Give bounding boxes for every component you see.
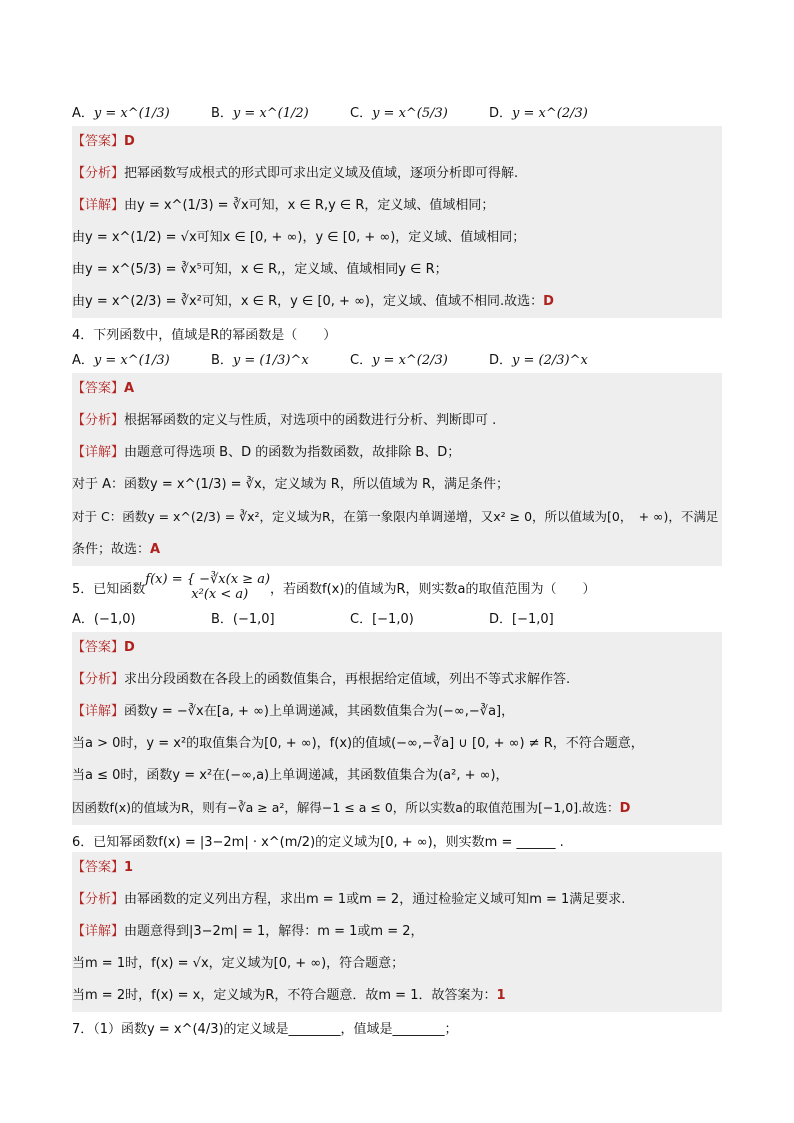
q6-detail-3: 当m = 2时，f(x) = x，定义域为R，不符合题意．故m = 1．故答案为：1 [72,988,506,1003]
q5-detail-4: 因函数f(x)的值域为R，则有−∛a ≥ a²，解得−1 ≤ a ≤ 0，所以实数a的取值范围为[−1,0].故选：D [72,800,631,816]
q4-analysis: 【分析】根据幂函数的定义与性质，对选项中的函数进行分析、判断即可 . [72,413,497,428]
q4-detail-3: 对于 C：函数y = x^(2/3) = ∛x²，定义域为R，在第一象限内单调递增，又x² ≥ 0，所以值域为[0， + ∞)，不满足 [72,509,719,524]
q5-option-a: A．(−1,0) [72,611,136,627]
q6-answer: 【答案】1 [72,860,134,875]
q3-detail-3: 由y = x^(5/3) = ∛x⁵可知，x ∈ R,，定义域、值域相同y ∈ R； [72,262,448,277]
q4-option-d: D．y = (2/3)^x [489,352,588,368]
q3-option-d: D．y = x^(2/3) [489,105,588,121]
q4-detail-4: 条件；故选：A [72,542,161,557]
q5-option-b: B．(−1,0] [211,611,275,627]
q3-analysis: 【分析】把幂函数写成根式的形式即可求出定义域及值域，逐项分析即可得解. [72,166,519,181]
q4-detail-1: 【详解】由题意可得选项 B、D 的函数为指数函数，故排除 B、D； [72,445,461,460]
q4-options [72,347,722,369]
q3-options [72,100,722,122]
q4-stem: 4．下列函数中，值域是R的幂函数是（ ） [72,328,337,343]
q5-stem [72,572,722,602]
q6-detail-2: 当m = 1时，f(x) = √x，定义域为[0, + ∞)，符合题意； [72,956,405,971]
q3-answer: 【答案】D [72,134,135,149]
q3-detail-2: 由y = x^(1/2) = √x可知x ∈ [0, + ∞)，y ∈ [0, + ∞)，定义域、值域相同； [72,230,526,245]
q3-detail-4: 由y = x^(2/3) = ∛x²可知，x ∈ R，y ∈ [0, + ∞)，定义域、值域不相同.故选：D [72,294,554,309]
q6-detail-1: 【详解】由题意得到|3−2m| = 1，解得：m = 1或m = 2， [72,924,424,939]
q3-option-c: C．y = x^(5/3) [350,105,448,121]
q3-option-b: B．y = x^(1/2) [211,105,309,121]
document-page [72,96,722,1039]
q5-stem-post: ，若函数f(x)的值域为R，则实数a的取值范围为（ ） [270,581,596,597]
q3-option-a: A．y = x^(1/3) [72,105,170,121]
q5-piece-top: f(x) = { −∛x(x ≥ a) [145,572,271,587]
q4-option-a: A．y = x^(1/3) [72,352,170,368]
q7-stem: 7．（1）函数y = x^(4/3)的定义域是________，值域是________； [72,1022,458,1037]
q6-analysis: 【分析】由幂函数的定义列出方程，求出m = 1或m = 2，通过检验定义域可知m = 1满足要求. [72,892,626,907]
q4-option-c: C．y = x^(2/3) [350,352,448,368]
q4-option-b: B．y = (1/3)^x [211,352,309,368]
q4-solution [72,373,722,566]
q5-options [72,606,722,628]
q3-detail-1: 【详解】由y = x^(1/3) = ∛x可知，x ∈ R,y ∈ R，定义域、值域相同； [72,198,495,213]
q5-analysis: 【分析】求出分段函数在各段上的函数值集合，再根据给定值域，列出不等式求解作答. [72,672,571,687]
q5-option-c: C．[−1,0) [350,611,414,627]
q5-answer: 【答案】D [72,640,135,655]
q5-detail-1: 【详解】函数y = −∛x在[a, + ∞)上单调递减，其函数值集合为(−∞,−∛a]， [72,704,515,719]
q3-solution [72,126,722,318]
q5-stem-pre: 5．已知函数 [72,581,146,597]
q5-option-d: D．[−1,0] [489,611,554,627]
q5-piecewise [145,572,270,602]
q6-solution [72,852,722,1012]
q5-solution [72,632,722,825]
q4-detail-2: 对于 A：函数y = x^(1/3) = ∛x，定义域为 R，所以值域为 R，满足条件； [72,477,509,492]
q6-stem: 6．已知幂函数f(x) = |3−2m| · x^(m/2)的定义域为[0, + ∞)，则实数m = ______ . [72,835,564,850]
q4-answer: 【答案】A [72,381,135,396]
q5-detail-3: 当a ≤ 0时，函数y = x²在(−∞,a)上单调递减，其函数值集合为(a², + ∞)， [72,768,509,783]
q5-detail-2: 当a > 0时，y = x²的取值集合为[0, + ∞)，f(x)的值域(−∞,−∛a] ∪ [0, + ∞) ≠ R，不符合题意， [72,736,644,751]
q5-piece-bottom: x²(x < a) [191,587,249,602]
